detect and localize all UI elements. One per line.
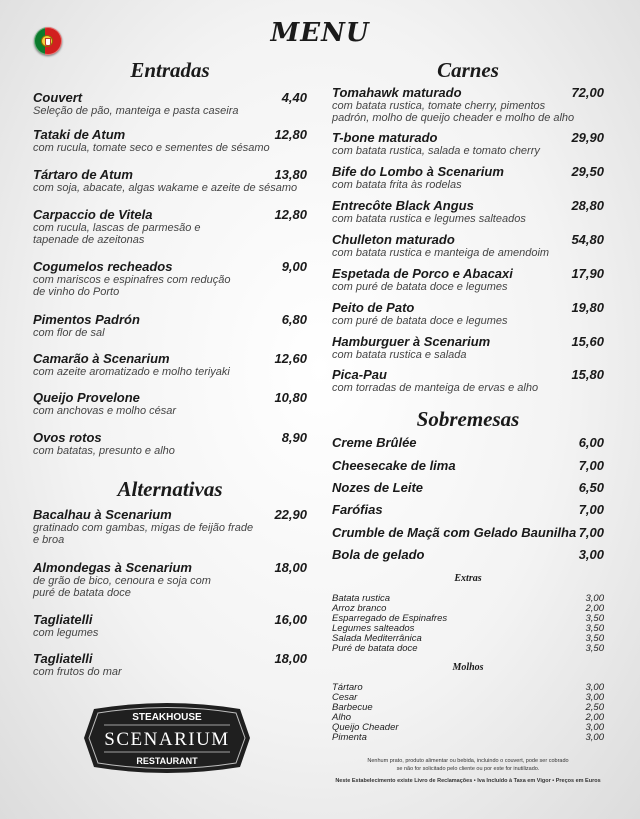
molhos-list [332,683,604,742]
menu-item [332,547,604,562]
footer-line: se não for solicitado pelo cliente ou por este for inutilizado. [396,766,540,772]
item-name: Entrecôte Black Angus [332,198,474,213]
item-name: Alho [332,711,352,723]
menu-item [33,612,307,639]
item-description: de vinho do Porto [33,286,120,298]
item-name: Chulleton maturado [332,232,455,247]
item-name: Batata rustica [332,593,391,604]
item-price: 12,80 [274,207,307,222]
item-name: Queijo Cheader [332,721,399,733]
item-description: com legumes [33,627,99,639]
item-name: Tártaro [332,682,363,693]
item-description: com rucula, tomate seco e sementes de sésamo [33,142,270,154]
item-description: Seleção de pão, manteiga e pasta caseira [33,105,239,117]
item-name: Couvert [33,90,83,105]
item-name: Almondegas à Scenarium [33,560,192,575]
menu-item [33,312,307,339]
extras-item [332,644,604,654]
item-price: 7,00 [578,458,604,473]
item-description: puré de batata doce [33,587,131,599]
item-description: de grão de bico, cenoura e soja com [33,575,211,587]
item-price: 3,00 [578,547,604,562]
item-name: T-bone maturado [332,130,438,145]
extras-list [332,594,604,653]
item-name: Nozes de Leite [332,480,424,495]
item-price: 3,50 [585,622,604,634]
item-price: 6,00 [578,435,604,450]
item-price: 7,00 [578,525,604,540]
item-price: 16,00 [274,612,307,627]
item-name: Esparregado de Espinafres [332,612,448,624]
item-name: Tagliatelli [33,651,93,666]
menu-item [33,259,307,298]
item-price: 29,90 [571,130,604,145]
item-name: Creme Brûlée [332,435,417,450]
item-name: Farófias [332,502,383,517]
legal-footer [332,757,604,785]
item-price: 13,80 [274,167,307,182]
item-description: com puré de batata doce e legumes [332,315,508,327]
item-description: com batata rustica e manteiga de amendoim [332,247,550,259]
logo-steakhouse: STEAKHOUSE [132,712,202,723]
menu-item [332,85,604,124]
item-price: 17,90 [571,266,604,281]
menu-item [332,367,604,394]
menu-item [332,198,604,225]
section-title-sobremesas: Sobremesas [416,407,520,431]
item-name: Ovos rotos [33,430,102,445]
menu-item [33,651,307,678]
item-name: Espetada de Porco e Abacaxi [332,266,513,281]
menu-item [332,300,604,327]
item-price: 18,00 [274,651,307,666]
item-name: Legumes salteados [332,622,415,634]
item-name: Bife do Lombo à Scenarium [332,164,504,179]
item-description: tapenade de azeitonas [33,234,145,246]
item-description: gratinado com gambas, migas de feijão frade [33,522,254,534]
item-description: e broa [33,534,65,546]
item-description: com torradas de manteiga de ervas e alho [332,382,539,394]
item-description: padrón, molho de queijo cheader e molho de alho [332,112,575,124]
menu-item [332,502,604,517]
item-name: Salada Mediterrânica [332,632,422,644]
menu-item [332,525,604,540]
item-price: 4,40 [281,90,307,105]
item-description: com batata rustica e legumes salteados [332,213,526,225]
item-price: 22,90 [274,507,307,522]
item-price: 19,80 [571,300,604,315]
menu-item [33,351,307,378]
molhos-item [332,683,604,693]
item-description: com batatas, presunto e alho [33,445,175,457]
item-description: com anchovas e molho césar [33,405,177,417]
menu-item [332,480,604,495]
item-description: com mariscos e espinafres com redução [33,274,231,286]
item-description: com batata rustica, tomate cherry, pimentos [332,100,546,112]
molhos-item [332,693,604,703]
section-title-entradas: Entradas [130,58,210,82]
item-price: 15,80 [571,367,604,382]
menu-item [332,164,604,191]
menu-item [332,130,604,157]
item-price: 9,00 [281,259,307,274]
item-name: Cogumelos recheados [33,259,173,274]
footer-line: Nenhum prato, produto alimentar ou bebida, incluindo o couvert, pode ser cobrado [367,758,569,764]
section-title-alternativas: Alternativas [117,477,223,501]
menu-item [332,334,604,361]
molhos-item [332,733,604,743]
item-description: com flor de sal [33,327,105,339]
item-name: Peito de Pato [332,300,415,315]
item-name: Cheesecake de lima [332,458,456,473]
item-name: Hamburguer à Scenarium [332,334,491,349]
item-description: com batata rustica e salada [332,349,467,361]
item-name: Carpaccio de Vitela [33,207,153,222]
menu-item [33,390,307,417]
item-price: 2,00 [585,711,604,723]
item-name: Pimenta [332,731,367,743]
item-price: 7,00 [578,502,604,517]
item-price: 3,00 [585,593,604,604]
item-description: com batata frita às rodelas [332,179,462,191]
item-price: 6,80 [281,312,307,327]
item-name: Tomahawk maturado [332,85,462,100]
item-description: com batata rustica, salada e tomato cherry [332,145,540,157]
item-price: 3,50 [585,612,604,624]
item-name: Cesar [332,691,358,703]
logo-scenarium: SCENARIUM [104,729,230,750]
item-name: Queijo Provelone [33,390,140,405]
menu-item [332,458,604,473]
menu-item [33,430,307,457]
item-description: com puré de batata doce e legumes [332,281,508,293]
menu-item [33,167,307,194]
item-name: Pica-Pau [332,367,387,382]
menu-item [33,507,307,546]
item-price: 3,00 [585,731,604,743]
item-price: 10,80 [274,390,307,405]
menu-item [332,266,604,293]
section-title-carnes: Carnes [437,58,499,82]
item-price: 15,60 [571,334,604,349]
item-price: 12,80 [274,127,307,142]
item-price: 12,60 [274,351,307,366]
footer-line: Neste Estabelecimento existe Livro de Reclamações • Iva Incluído à Taxa em Vigor • Preços em Euros [335,778,601,784]
menu-item [33,207,307,246]
item-price: 54,80 [571,232,604,247]
item-price: 8,90 [281,430,307,445]
item-description: com frutos do mar [33,666,122,678]
menu-item [33,560,307,599]
item-name: Tagliatelli [33,612,93,627]
item-name: Camarão à Scenarium [33,351,170,366]
subsection-title-molhos: Molhos [452,662,484,673]
item-name: Bacalhau à Scenarium [33,507,172,522]
item-name: Tártaro de Atum [33,167,133,182]
item-name: Puré de batata doce [332,642,418,654]
menu-item [332,435,604,450]
item-price: 2,50 [585,701,604,713]
logo-restaurant: RESTAURANT [136,756,198,766]
item-name: Pimentos Padrón [33,312,140,327]
menu-item [332,232,604,259]
item-name: Barbecue [332,701,373,713]
item-price: 3,00 [585,721,604,733]
subsection-title-extras: Extras [454,573,482,584]
item-price: 2,00 [585,602,604,614]
menu-title: MENU [270,18,370,48]
item-name: Tataki de Atum [33,127,126,142]
item-price: 3,50 [585,632,604,644]
item-description: com rucula, lascas de parmesão e [33,222,201,234]
item-name: Crumble de Maçã com Gelado Baunilha [332,525,577,540]
menu-item [33,127,307,154]
item-price: 18,00 [274,560,307,575]
item-description: com soja, abacate, algas wakame e azeite de sésamo [33,182,298,194]
item-name: Bola de gelado [332,547,425,562]
item-price: 29,50 [571,164,604,179]
item-name: Arroz branco [332,602,387,614]
item-price: 72,00 [571,85,604,100]
molhos-item [332,703,604,713]
item-price: 6,50 [578,480,604,495]
item-price: 3,00 [585,691,604,703]
scenarium-logo [84,699,250,777]
item-price: 3,50 [585,642,604,654]
molhos-item [332,723,604,733]
menu-item [33,90,307,117]
item-price: 28,80 [571,198,604,213]
item-price: 3,00 [585,682,604,693]
item-description: com azeite aromatizado e molho teriyaki [33,366,230,378]
